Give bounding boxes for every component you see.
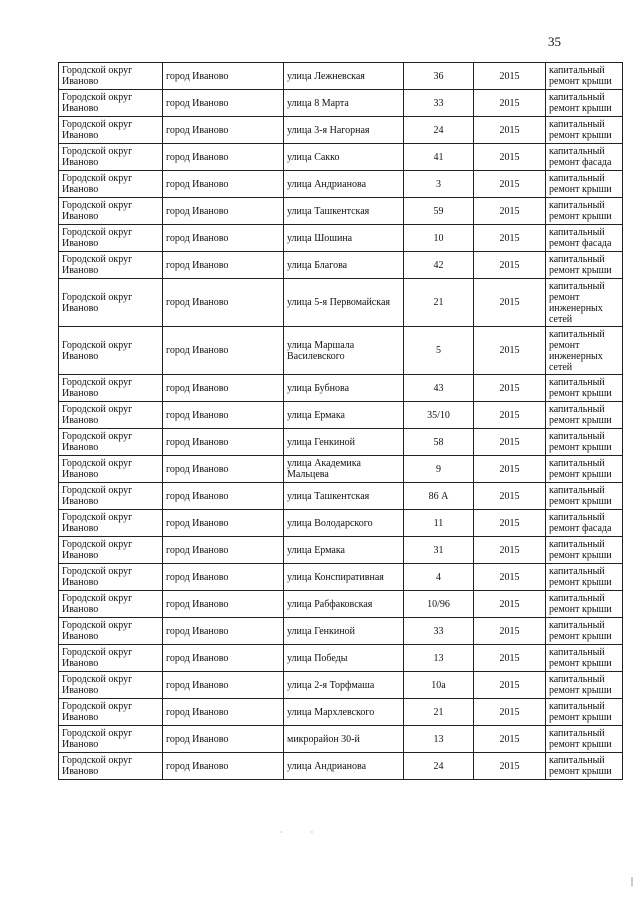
- table-row: [59, 510, 623, 537]
- repair-type-cell: капитальный ремонт крыши: [546, 483, 623, 510]
- district-cell: Городской округ Иваново: [59, 63, 163, 90]
- year-cell: 2015: [474, 117, 546, 144]
- city-cell: город Иваново: [163, 171, 284, 198]
- repair-schedule-table: [58, 62, 623, 780]
- street-cell: улица Ермака: [284, 402, 404, 429]
- city-cell: город Иваново: [163, 591, 284, 618]
- city-cell: город Иваново: [163, 726, 284, 753]
- city-cell: город Иваново: [163, 483, 284, 510]
- table-row: [59, 645, 623, 672]
- table-row: [59, 726, 623, 753]
- table-row: [59, 279, 623, 327]
- street-cell: улица Генкиной: [284, 429, 404, 456]
- district-cell: Городской округ Иваново: [59, 537, 163, 564]
- table-row: [59, 699, 623, 726]
- house-number-cell: 13: [404, 645, 474, 672]
- repair-type-cell: капитальный ремонт крыши: [546, 537, 623, 564]
- year-cell: 2015: [474, 591, 546, 618]
- repair-type-cell: капитальный ремонт крыши: [546, 726, 623, 753]
- year-cell: 2015: [474, 726, 546, 753]
- repair-type-cell: капитальный ремонт крыши: [546, 645, 623, 672]
- year-cell: 2015: [474, 279, 546, 327]
- district-cell: Городской округ Иваново: [59, 225, 163, 252]
- repair-type-cell: капитальный ремонт фасада: [546, 225, 623, 252]
- table-row: [59, 63, 623, 90]
- street-cell: улица Академика Мальцева: [284, 456, 404, 483]
- year-cell: 2015: [474, 375, 546, 402]
- district-cell: Городской округ Иваново: [59, 618, 163, 645]
- house-number-cell: 24: [404, 117, 474, 144]
- district-cell: Городской округ Иваново: [59, 699, 163, 726]
- repair-type-cell: капитальный ремонт крыши: [546, 456, 623, 483]
- table-row: [59, 591, 623, 618]
- year-cell: 2015: [474, 252, 546, 279]
- year-cell: 2015: [474, 645, 546, 672]
- street-cell: улица Шошина: [284, 225, 404, 252]
- city-cell: город Иваново: [163, 753, 284, 780]
- street-cell: улица Лежневская: [284, 63, 404, 90]
- district-cell: Городской округ Иваново: [59, 402, 163, 429]
- table-row: [59, 327, 623, 375]
- year-cell: 2015: [474, 510, 546, 537]
- repair-type-cell: капитальный ремонт крыши: [546, 753, 623, 780]
- house-number-cell: 31: [404, 537, 474, 564]
- year-cell: 2015: [474, 537, 546, 564]
- year-cell: 2015: [474, 402, 546, 429]
- city-cell: город Иваново: [163, 618, 284, 645]
- table-row: [59, 753, 623, 780]
- repair-type-cell: капитальный ремонт инженерных сетей: [546, 279, 623, 327]
- city-cell: город Иваново: [163, 456, 284, 483]
- city-cell: город Иваново: [163, 90, 284, 117]
- repair-type-cell: капитальный ремонт крыши: [546, 699, 623, 726]
- table-row: [59, 117, 623, 144]
- house-number-cell: 42: [404, 252, 474, 279]
- city-cell: город Иваново: [163, 252, 284, 279]
- street-cell: улица Ермака: [284, 537, 404, 564]
- table-row: [59, 618, 623, 645]
- house-number-cell: 59: [404, 198, 474, 225]
- city-cell: город Иваново: [163, 429, 284, 456]
- street-cell: улица 3-я Нагорная: [284, 117, 404, 144]
- table-row: [59, 564, 623, 591]
- repair-type-cell: капитальный ремонт крыши: [546, 252, 623, 279]
- repair-type-cell: капитальный ремонт инженерных сетей: [546, 327, 623, 375]
- table-row: [59, 672, 623, 699]
- district-cell: Городской округ Иваново: [59, 144, 163, 171]
- district-cell: Городской округ Иваново: [59, 564, 163, 591]
- house-number-cell: 9: [404, 456, 474, 483]
- district-cell: Городской округ Иваново: [59, 591, 163, 618]
- street-cell: улица 5-я Первомайская: [284, 279, 404, 327]
- city-cell: город Иваново: [163, 144, 284, 171]
- table-body: [59, 63, 623, 780]
- table-row: [59, 375, 623, 402]
- house-number-cell: 10а: [404, 672, 474, 699]
- house-number-cell: 13: [404, 726, 474, 753]
- street-cell: улица Генкиной: [284, 618, 404, 645]
- table-row: [59, 90, 623, 117]
- repair-type-cell: капитальный ремонт крыши: [546, 171, 623, 198]
- house-number-cell: 5: [404, 327, 474, 375]
- city-cell: город Иваново: [163, 537, 284, 564]
- district-cell: Городской округ Иваново: [59, 279, 163, 327]
- district-cell: Городской округ Иваново: [59, 753, 163, 780]
- year-cell: 2015: [474, 483, 546, 510]
- house-number-cell: 3: [404, 171, 474, 198]
- year-cell: 2015: [474, 429, 546, 456]
- table-row: [59, 429, 623, 456]
- repair-type-cell: капитальный ремонт крыши: [546, 429, 623, 456]
- repair-type-cell: капитальный ремонт крыши: [546, 618, 623, 645]
- table-row: [59, 198, 623, 225]
- table-row: [59, 252, 623, 279]
- district-cell: Городской округ Иваново: [59, 645, 163, 672]
- street-cell: улица Бубнова: [284, 375, 404, 402]
- house-number-cell: 4: [404, 564, 474, 591]
- house-number-cell: 41: [404, 144, 474, 171]
- table-row: [59, 483, 623, 510]
- city-cell: город Иваново: [163, 672, 284, 699]
- repair-type-cell: капитальный ремонт крыши: [546, 375, 623, 402]
- district-cell: Городской округ Иваново: [59, 456, 163, 483]
- house-number-cell: 21: [404, 699, 474, 726]
- house-number-cell: 33: [404, 618, 474, 645]
- year-cell: 2015: [474, 225, 546, 252]
- scan-speck: · ·: [280, 828, 314, 837]
- city-cell: город Иваново: [163, 225, 284, 252]
- table-row: [59, 144, 623, 171]
- table-row: [59, 171, 623, 198]
- district-cell: Городской округ Иваново: [59, 375, 163, 402]
- year-cell: 2015: [474, 90, 546, 117]
- year-cell: 2015: [474, 699, 546, 726]
- district-cell: Городской округ Иваново: [59, 198, 163, 225]
- year-cell: 2015: [474, 198, 546, 225]
- street-cell: улица Володарского: [284, 510, 404, 537]
- street-cell: улица Победы: [284, 645, 404, 672]
- repair-type-cell: капитальный ремонт крыши: [546, 591, 623, 618]
- street-cell: улица Андрианова: [284, 753, 404, 780]
- year-cell: 2015: [474, 618, 546, 645]
- district-cell: Городской округ Иваново: [59, 327, 163, 375]
- street-cell: улица Благова: [284, 252, 404, 279]
- year-cell: 2015: [474, 327, 546, 375]
- table-row: [59, 225, 623, 252]
- street-cell: микрорайон 30-й: [284, 726, 404, 753]
- city-cell: город Иваново: [163, 510, 284, 537]
- street-cell: улица 2-я Торфмаша: [284, 672, 404, 699]
- district-cell: Городской округ Иваново: [59, 672, 163, 699]
- house-number-cell: 33: [404, 90, 474, 117]
- district-cell: Городской округ Иваново: [59, 510, 163, 537]
- district-cell: Городской округ Иваново: [59, 726, 163, 753]
- house-number-cell: 58: [404, 429, 474, 456]
- house-number-cell: 86 А: [404, 483, 474, 510]
- district-cell: Городской округ Иваново: [59, 483, 163, 510]
- city-cell: город Иваново: [163, 279, 284, 327]
- year-cell: 2015: [474, 144, 546, 171]
- house-number-cell: 43: [404, 375, 474, 402]
- repair-type-cell: капитальный ремонт крыши: [546, 402, 623, 429]
- year-cell: 2015: [474, 456, 546, 483]
- repair-type-cell: капитальный ремонт крыши: [546, 63, 623, 90]
- street-cell: улица 8 Марта: [284, 90, 404, 117]
- street-cell: улица Андрианова: [284, 171, 404, 198]
- year-cell: 2015: [474, 753, 546, 780]
- city-cell: город Иваново: [163, 402, 284, 429]
- repair-type-cell: капитальный ремонт крыши: [546, 117, 623, 144]
- city-cell: город Иваново: [163, 63, 284, 90]
- district-cell: Городской округ Иваново: [59, 90, 163, 117]
- city-cell: город Иваново: [163, 645, 284, 672]
- district-cell: Городской округ Иваново: [59, 252, 163, 279]
- city-cell: город Иваново: [163, 564, 284, 591]
- city-cell: город Иваново: [163, 327, 284, 375]
- scan-edge-mark: |: [631, 876, 634, 887]
- repair-type-cell: капитальный ремонт крыши: [546, 564, 623, 591]
- district-cell: Городской округ Иваново: [59, 171, 163, 198]
- street-cell: улица Рабфаковская: [284, 591, 404, 618]
- house-number-cell: 24: [404, 753, 474, 780]
- repair-type-cell: капитальный ремонт фасада: [546, 144, 623, 171]
- repair-type-cell: капитальный ремонт крыши: [546, 198, 623, 225]
- table-row: [59, 456, 623, 483]
- street-cell: улица Сакко: [284, 144, 404, 171]
- district-cell: Городской округ Иваново: [59, 429, 163, 456]
- street-cell: улица Ташкентская: [284, 198, 404, 225]
- repair-type-cell: капитальный ремонт крыши: [546, 672, 623, 699]
- house-number-cell: 35/10: [404, 402, 474, 429]
- house-number-cell: 11: [404, 510, 474, 537]
- house-number-cell: 36: [404, 63, 474, 90]
- street-cell: улица Мархлевского: [284, 699, 404, 726]
- table-row: [59, 537, 623, 564]
- table-row: [59, 402, 623, 429]
- page-number: 35: [548, 34, 561, 49]
- house-number-cell: 10/96: [404, 591, 474, 618]
- year-cell: 2015: [474, 672, 546, 699]
- city-cell: город Иваново: [163, 198, 284, 225]
- city-cell: город Иваново: [163, 699, 284, 726]
- street-cell: улица Маршала Василевского: [284, 327, 404, 375]
- repair-type-cell: капитальный ремонт крыши: [546, 90, 623, 117]
- street-cell: улица Ташкентская: [284, 483, 404, 510]
- year-cell: 2015: [474, 63, 546, 90]
- house-number-cell: 10: [404, 225, 474, 252]
- street-cell: улица Конспиративная: [284, 564, 404, 591]
- house-number-cell: 21: [404, 279, 474, 327]
- year-cell: 2015: [474, 171, 546, 198]
- year-cell: 2015: [474, 564, 546, 591]
- repair-type-cell: капитальный ремонт фасада: [546, 510, 623, 537]
- city-cell: город Иваново: [163, 375, 284, 402]
- city-cell: город Иваново: [163, 117, 284, 144]
- district-cell: Городской округ Иваново: [59, 117, 163, 144]
